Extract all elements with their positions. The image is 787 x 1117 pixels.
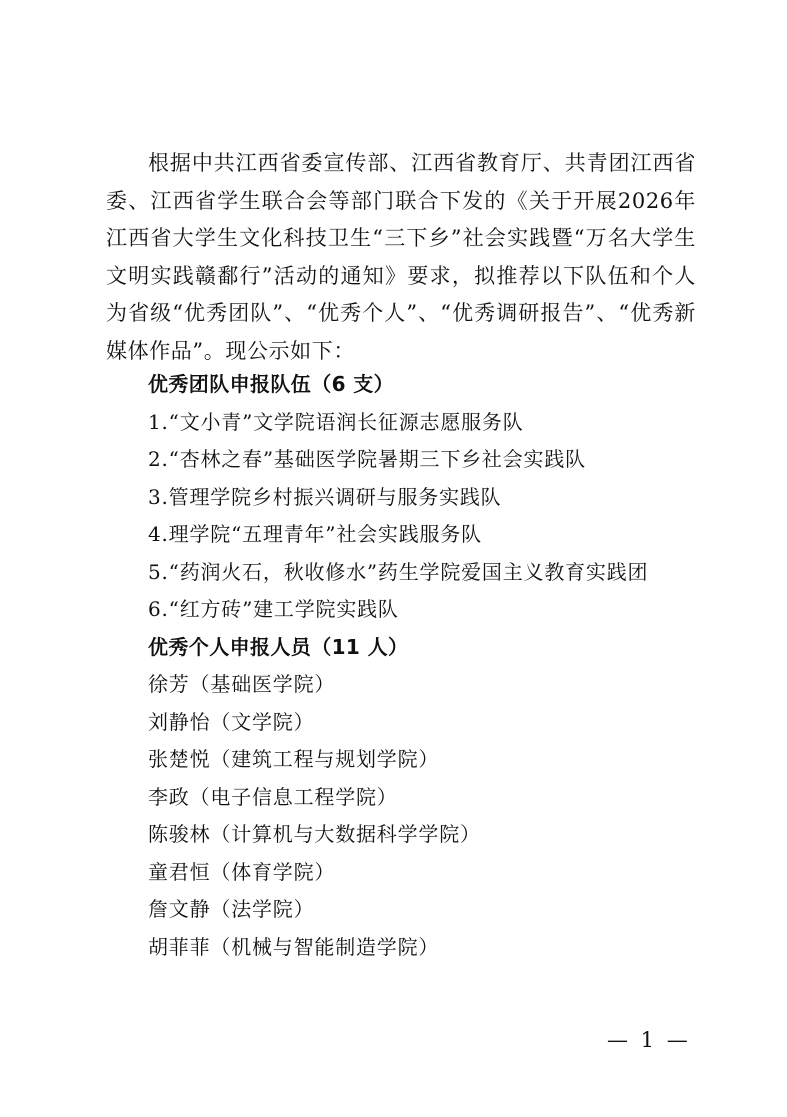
individual-list-item: 陈骏林（计算机与大数据科学学院） <box>148 822 481 846</box>
team-section-heading: 优秀团队申报队伍（6 支） <box>148 372 395 396</box>
individual-list-item: 胡菲菲（机械与智能制造学院） <box>148 934 440 959</box>
individual-list-item: 詹文静（法学院） <box>148 897 315 921</box>
individual-list-item: 刘静怡（文学院） <box>148 709 315 734</box>
individual-list-item: 张楚悦（建筑工程与规划学院） <box>148 747 440 771</box>
individual-section-heading: 优秀个人申报人员（11 人） <box>148 634 409 659</box>
team-list-item: 6.“红方砖”建工学院实践队 <box>148 597 399 621</box>
page-number: — 1 — <box>607 1028 688 1052</box>
individual-list-item: 童君恒（体育学院） <box>148 859 336 884</box>
team-list-item: 5.“药润火石，秋收修水”药生学院爱国主义教育实践团 <box>148 559 649 584</box>
team-list-item: 4.理学院“五理青年”社会实践服务队 <box>148 522 482 546</box>
document-content <box>148 366 708 966</box>
team-list-item: 2.“杏林之春”基础医学院暑期三下乡社会实践队 <box>148 447 586 471</box>
intro-paragraph: 根据中共江西省委宣传部、江西省教育厅、共青团江西省委、江西省学生联合会等部门联合下发的《关于开展2026年江西省大学生文化科技卫生“三下乡”社会实践暨“万名大学生文明实践赣鄱行”活动的通知》要求，拟推荐以下队伍和个人为省级“优秀团队”、“优秀个人”、“优秀调研报告”、“优秀新媒体作品”。现公示如下： <box>106 151 696 363</box>
individual-list-item: 李政（电子信息工程学院） <box>148 784 398 809</box>
individual-list-item: 徐芳（基础医学院） <box>148 672 336 696</box>
team-list-item: 1.“文小青”文学院语润长征源志愿服务队 <box>148 409 524 434</box>
team-list-item: 3.管理学院乡村振兴调研与服务实践队 <box>148 484 502 509</box>
